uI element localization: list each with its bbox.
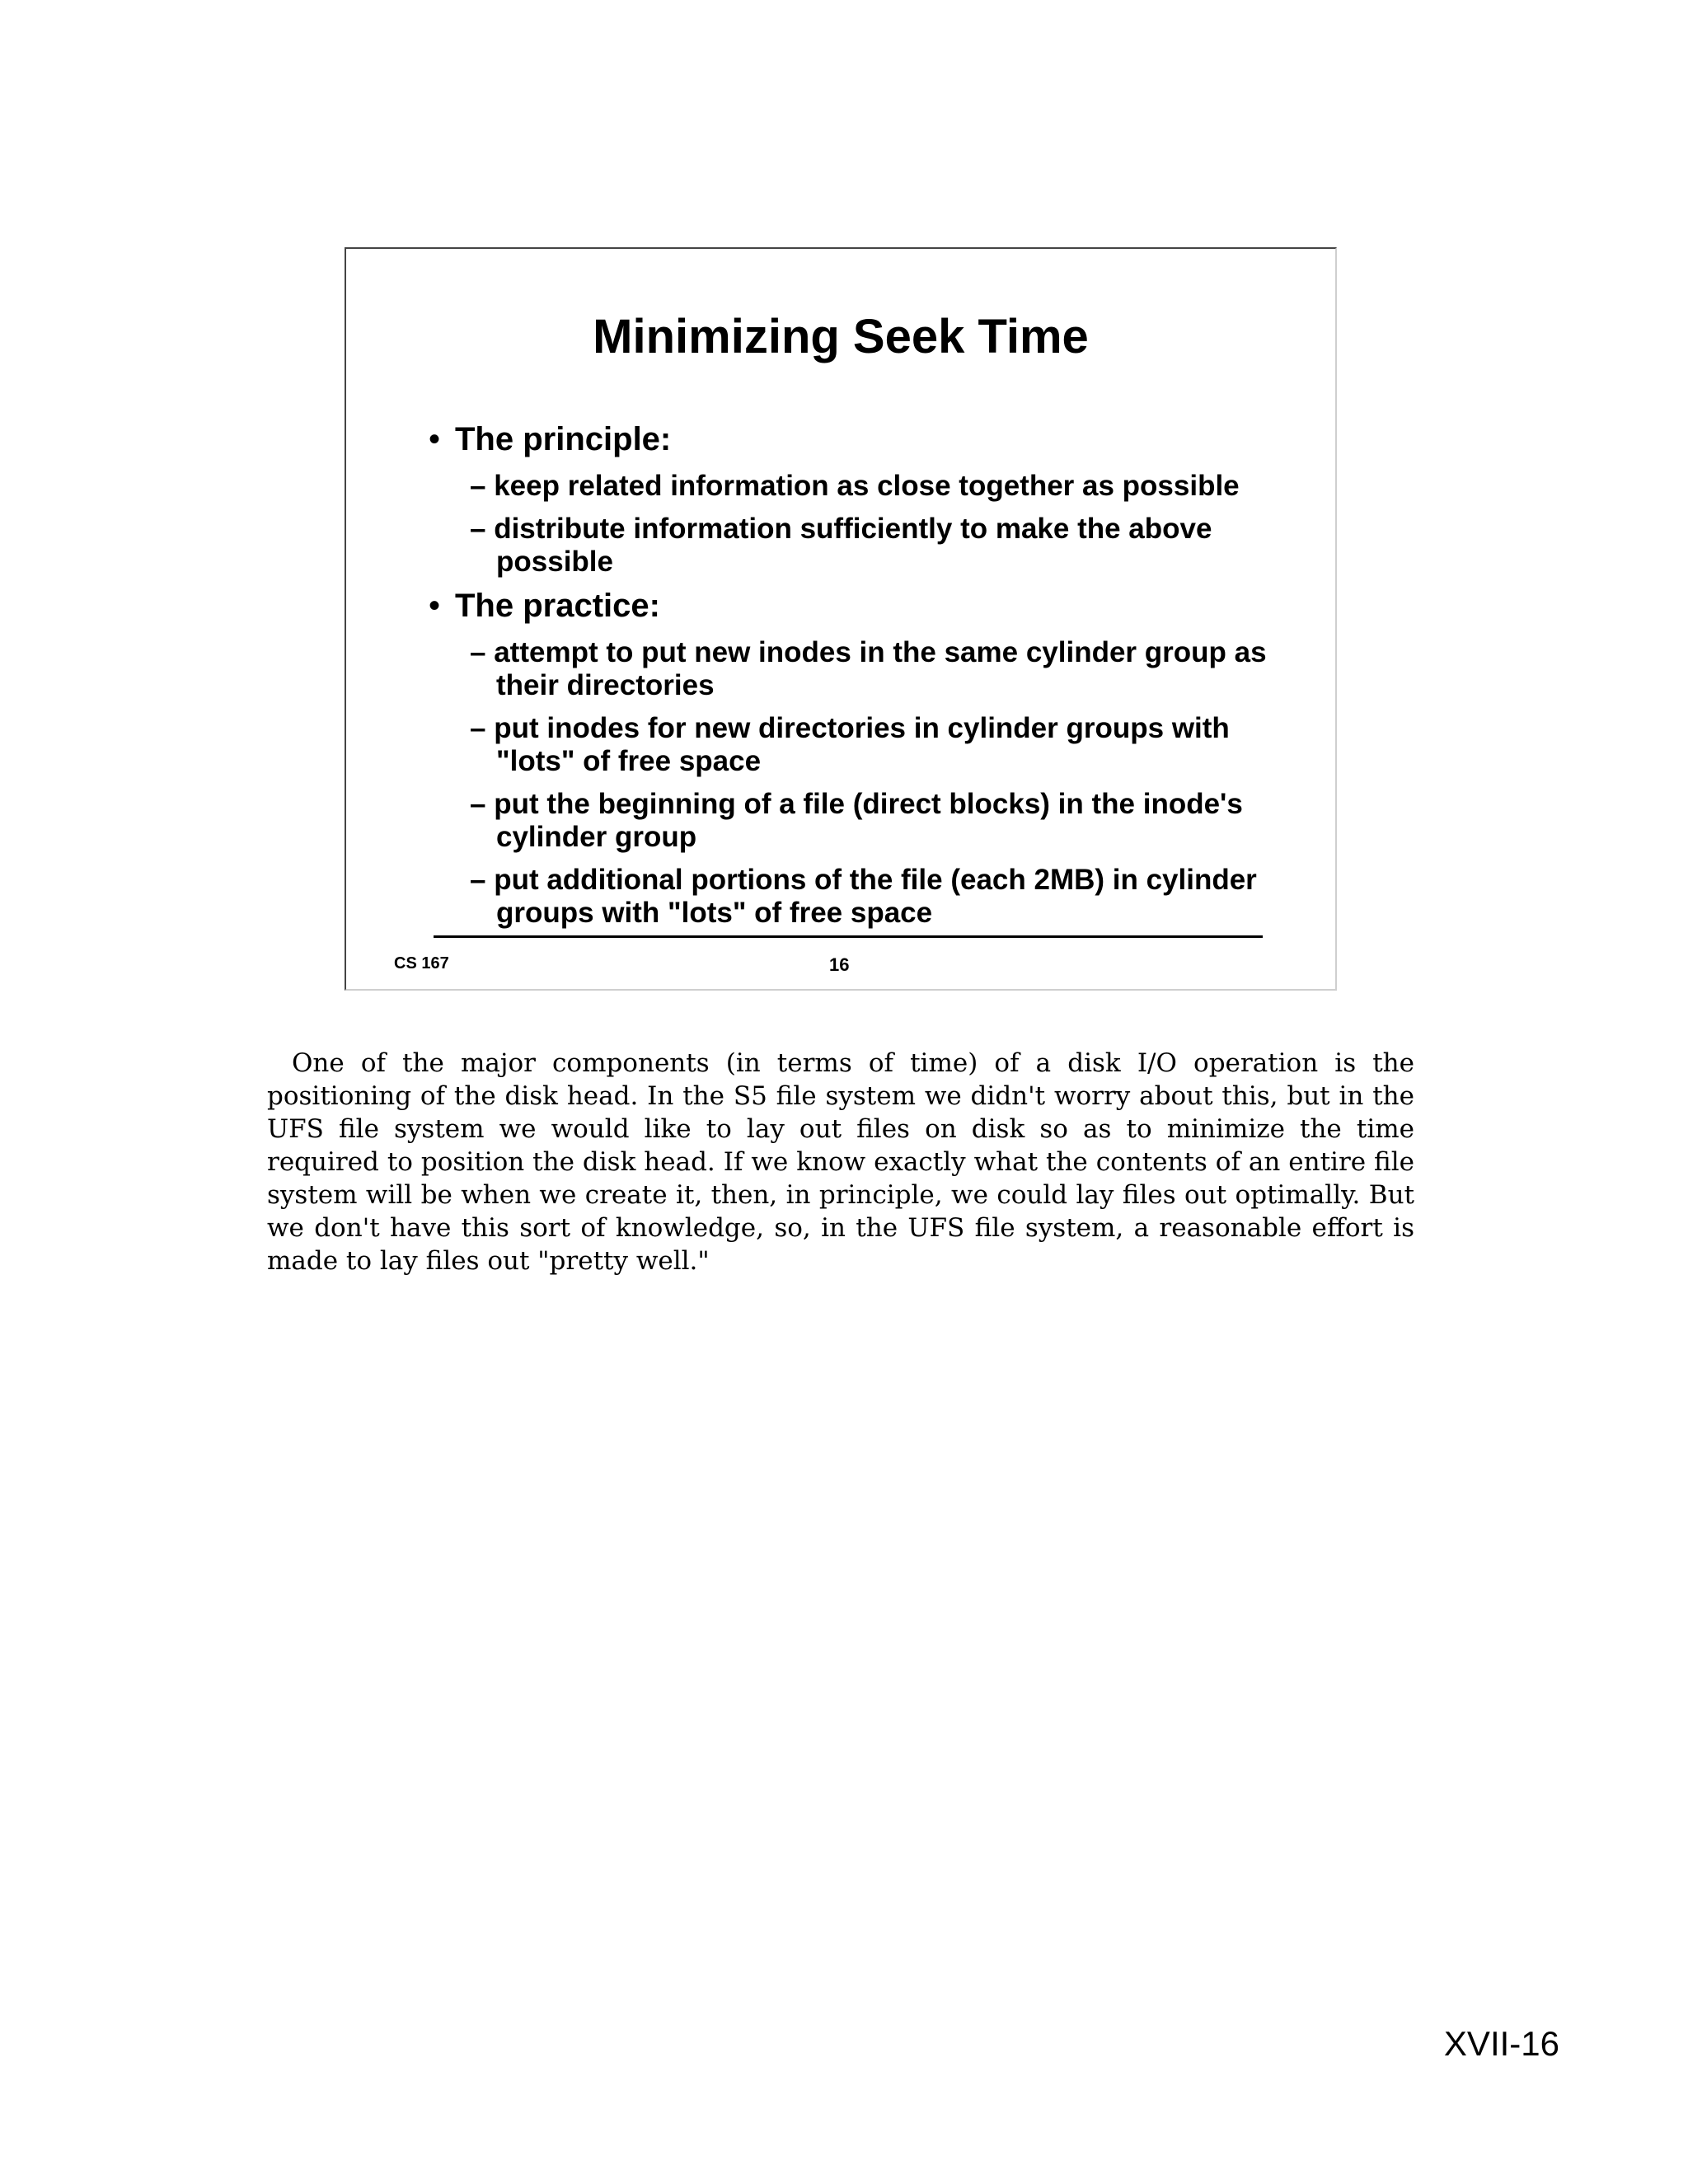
bullet-principle <box>429 419 671 459</box>
slide-footer-rule <box>434 935 1263 938</box>
bullet-label: The principle: <box>455 421 672 457</box>
bullet-dot-icon: • <box>429 421 441 457</box>
sub-item: – attempt to put new inodes in the same cylinder group as their directories <box>470 636 1267 701</box>
bullet-label: The practice: <box>455 588 660 624</box>
bullet-practice <box>429 586 660 626</box>
body-paragraph: One of the major components (in terms of time) of a disk I/O operation is the positioning of the disk head. In the S5 file system we didn't worry about this, but in the UFS file system we would like to lay out files on disk so as to minimize the time required to position the disk head. If we know exactly what the contents of an entire file system will be when we create it, then, in principle, we could lay files out optimally. But we don't have this sort of knowledge, so, in the UFS file system, a reasonable effort is made to lay files out "pretty well." <box>267 1048 1414 1276</box>
slide-title: Minimizing Seek Time <box>593 310 1089 363</box>
bullet-dot-icon: • <box>429 588 441 624</box>
page-number: XVII-16 <box>1443 2024 1559 2063</box>
slide <box>345 247 1337 991</box>
slide-course-label: CS 167 <box>394 954 449 972</box>
slide-number: 16 <box>829 954 850 975</box>
sub-item: – put additional portions of the file (each 2MB) in cylinder groups with "lots" of free space <box>470 864 1257 929</box>
sub-item: – keep related information as close together as possible <box>470 470 1240 502</box>
sub-item: – distribute information sufficiently to make the above possible <box>470 513 1212 578</box>
sub-item: – put the beginning of a file (direct blocks) in the inode's cylinder group <box>470 788 1243 853</box>
sub-item: – put inodes for new directories in cylinder groups with "lots" of free space <box>470 712 1230 777</box>
